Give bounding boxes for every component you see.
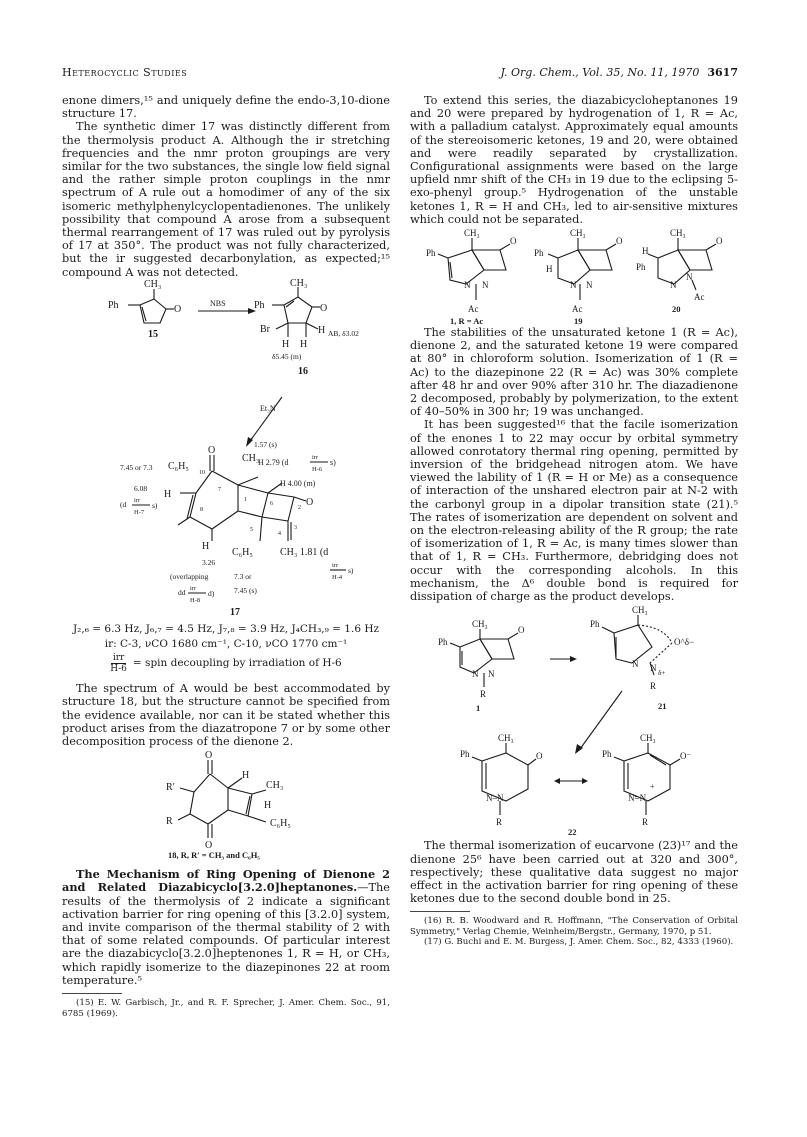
ir-data: ir: C-3, νCO 1680 cm⁻¹, C-10, νCO 1770 cm⁻¹	[104, 638, 348, 651]
paragraph: The synthetic dimer 17 was distinctly different from the thermolysis product A. Although the ir stretching frequencies and the nmr proton groupings are very similar for the two substances, the single low field signal and the rather simple proton couplings in the nmr spectrum of A rule out a homodimer of any of the six isomeric methylphenylcyclopentadienones. The unlikely possibility that compound A arose from a subsequent thermal rearrangement of 17 was ruled out by pyrolysis of 17 at 350°. The product was not fully characterized, but the ir suggested decarbonylation, as expected;¹⁵ compound A was not detected.	[62, 120, 390, 279]
scheme-19-20	[410, 226, 738, 326]
ch3-label: CH₃	[498, 733, 514, 744]
c6h5-label: C₆H₅	[168, 460, 189, 472]
d-close: d)	[208, 588, 215, 598]
footnote-rule	[62, 993, 122, 994]
irr-label: irr	[312, 453, 319, 461]
n-label: N	[488, 669, 495, 680]
atom-number-5: 5	[250, 526, 253, 533]
c6h5-label: C₆H₅	[270, 818, 291, 830]
scheme-18-svg	[62, 748, 390, 860]
scheme-19-20-svg	[410, 226, 738, 326]
ac-label: Ac	[468, 304, 479, 315]
ph-label: Ph	[636, 262, 646, 273]
page-number: 3617	[707, 66, 738, 79]
atom-number-6: 6	[270, 500, 273, 507]
compound-label-16: 16	[298, 365, 308, 377]
o-label: O	[208, 444, 216, 456]
h-label: H	[242, 770, 250, 782]
ch3-label: CH₃	[632, 605, 648, 616]
scheme-dimer-17	[62, 279, 390, 621]
journal-citation: J. Org. Chem., Vol. 35, No. 11, 1970 3617	[500, 66, 738, 79]
h-label: H	[202, 540, 210, 552]
structure-20	[636, 228, 723, 314]
label-21: 21	[658, 701, 667, 712]
overlapping: (overlapping	[170, 571, 209, 581]
footnote-rule	[410, 911, 470, 912]
irr-label: irr	[190, 584, 197, 592]
o-label: O	[205, 840, 213, 852]
h-label: H	[282, 338, 290, 350]
h8-label: H-8	[190, 596, 201, 604]
section-title: The Mechanism of Ring Opening of Dienone 2 and Related Diazabicyclo[3.2.0]heptanones.	[62, 867, 390, 895]
ch3-label: CH₃	[570, 228, 586, 239]
ph-label: Ph	[460, 749, 470, 760]
shift-745a: 7.45 or 7.3	[120, 462, 153, 472]
irr-label: irr	[332, 561, 339, 569]
compound-label-15: 15	[148, 328, 158, 340]
rprime-label: R′	[166, 782, 175, 794]
ph-label: Ph	[590, 619, 600, 630]
left-column	[62, 94, 390, 1019]
scheme-21-22	[410, 603, 738, 835]
n-label: N	[650, 663, 657, 674]
reagent-et3n: Et₃N	[260, 403, 276, 413]
h6-label: H-6	[312, 465, 323, 473]
arrow-s: s)	[330, 457, 336, 467]
atom-number-1: 1	[244, 496, 247, 503]
o-label: O	[518, 625, 525, 636]
n-label: N	[570, 280, 577, 291]
o-label: O	[616, 236, 623, 247]
scheme-svg	[62, 279, 390, 621]
ph-label: Ph	[426, 248, 436, 259]
ch3-label: CH₃	[640, 733, 656, 744]
structure-1	[426, 228, 517, 326]
n-label: N	[472, 669, 479, 680]
o-label: O	[536, 751, 543, 762]
irr-text: = spin decoupling by irradiation of H-6	[132, 657, 342, 670]
paragraph: The stabilities of the unsaturated ketone 1 (R = Ac), dienone 2, and the saturated ketone 19 were compared at 80° in chloroform solution. Isomerization of 1 (R = Ac) to the diazepinone 22 (R = Ac) was 30% complete after 48 hr and over 90% after 310 hr. The diazadienone 2 decomposed, probably by polymerization, to the extent of 40–50% in 300 hr; 19 was unchanged.	[410, 326, 738, 419]
shift-608: 6.08	[134, 483, 148, 493]
caption-18: 18, R, R′ = CH₃ and C₆H₅	[168, 850, 260, 861]
shift-73: 7.3 or	[234, 571, 252, 581]
footnote-15: (15) E. W. Garbisch, Jr., and R. F. Sprecher, J. Amer. Chem. Soc., 91, 6785 (1969).	[62, 998, 390, 1019]
paragraph-mechanism: The Mechanism of Ring Opening of Dienone 2 and Related Diazabicyclo[3.2.0]heptanones.—The results of the thermolysis of 2 indicate a significant activation barrier for ring opening of this [3.2.0] system, and invite comparison of the thermal stability of 2 with that of some related compounds. Of particular interest are the diazabicyclo[3.2.0]heptenones 1, R = H, or CH₃, which rapidly isomerize to the diazepinones 22 at room temperature.⁵	[62, 867, 390, 987]
scheme-21-22-svg	[410, 603, 738, 835]
irr-top: irr	[112, 653, 125, 664]
ac-label: Ac	[694, 292, 705, 303]
shift-400: H 4.00 (m)	[280, 478, 316, 488]
ph-label: Ph	[438, 637, 448, 648]
paragraph: To extend this series, the diazabicycloheptanones 19 and 20 were prepared by hydrogenation of 1, R = Ac, with a palladium catalyst. Approximately equal amounts of the stereoisomeric ketones, 19 and 20, were obtained and were readily separated by crystallization. Configurational assignments were based on the large upfield nmr shift of the CH₃ in 19 due to the eclipsing 5-exo-phenyl group.⁵ Hydrogenation of the unstable ketones 1, R = H and CH₃, led to air-sensitive mixtures which could not be separated.	[410, 94, 738, 226]
paragraph: The spectrum of A would be best accommodated by structure 18, but the structure cannot be specified from the evidence available, nor can it be stated whether this product arises from the diazatropone 7 or by some other decomposition process of the dienone 2.	[62, 682, 390, 749]
scheme-18	[62, 748, 390, 860]
o-label: O	[205, 750, 213, 762]
shift-157: 1.57 (s)	[254, 439, 277, 449]
atom-number-10: 10	[199, 469, 205, 476]
reagent-nbs: NBS	[210, 298, 226, 308]
h-label: H	[642, 246, 649, 257]
shift-279: H 2.79 (d	[258, 457, 289, 467]
paragraph: The thermal isomerization of eucarvone (23)¹⁷ and the dienone 25⁶ have been carried out at 320 and 300°, respectively; these qualitative data suggest no major effect in the activation barrier for ring opening of these ketones due to the second double bond in 25.	[410, 839, 738, 906]
label-1: 1	[476, 703, 481, 714]
c6h5-label-b: C₆H₅	[232, 546, 253, 558]
structure-17	[120, 440, 354, 618]
structure-15	[108, 279, 181, 340]
dd-label: dd	[178, 587, 186, 597]
compound-label-17: 17	[230, 606, 240, 618]
n-label: N	[632, 659, 639, 670]
n-label: N	[464, 280, 471, 291]
shift-545: δ5.45 (m)	[272, 351, 302, 361]
o-label: O	[174, 303, 182, 315]
label-19: 19	[574, 316, 583, 327]
o-minus-label: O⁻	[680, 751, 692, 762]
o-label: O	[320, 302, 328, 314]
irr-label: irr	[134, 496, 141, 504]
delta-plus: δ+	[658, 669, 666, 678]
ch3-label-b: CH₃ 1.81 (d	[280, 546, 329, 558]
shift-745b: 7.45 (s)	[234, 585, 257, 595]
structure-19	[534, 228, 623, 326]
coupling-constants: J₂,₆ = 6.3 Hz, J₆,₇ = 4.5 Hz, J₇,₈ = 3.9 Hz, J₄CH₃,₉ = 1.6 Hz	[72, 622, 380, 635]
r-label: R	[480, 689, 487, 700]
paragraph: It has been suggested¹⁶ that the facile isomerization of the enones 1 to 22 may occur by orbital symmetry allowed conrotatory thermal ring opening, permitted by inversion of the bridgehead nitrogen atom. We have viewed the lability of 1 (R = H or Me) as a consequence of interaction of the unshared electron pair at N-2 with the carbonyl group in a dipolar transition state (21).⁵ The rates of isomerization are dependent on solvent and on the electron-releasing ability of the R group; the rate of isomerization of 1, R = Ac, is many times slower than that of 1, R = CH₃. Furthermore, debridging does not occur with the corresponding alcohols. In this mechanism, the Δ⁶ double bond is required for dissipation of charge as the product develops.	[410, 418, 738, 604]
structure-1-mech	[438, 619, 525, 713]
n-label: N	[686, 272, 693, 283]
ch3-label: CH₃	[144, 278, 162, 290]
atom-number-8: 8	[200, 506, 203, 513]
running-title: Heterocyclic Studies	[62, 66, 188, 79]
shift-326: 3.26	[202, 557, 216, 567]
h-label: H	[164, 488, 172, 500]
paragraph: enone dimers,¹⁵ and uniquely define the endo-3,10-dione structure 17.	[62, 94, 390, 121]
footnote-16: (16) R. B. Woodward and R. Hoffmann, "The Conservation of Orbital Symmetry," Verlag Chemie, Weinheim/Bergstr., Germany, 1970, p 51.	[410, 916, 738, 937]
d-irr: (d	[120, 499, 127, 509]
br-label: Br	[260, 323, 270, 335]
r-label: R	[496, 817, 503, 828]
o-label: O	[510, 236, 517, 247]
r-label: R	[650, 681, 657, 692]
o-label: O	[716, 236, 723, 247]
n-label: N	[670, 280, 677, 291]
ch3-label: CH₃	[670, 228, 686, 239]
o-label: O	[306, 496, 314, 508]
structure-18	[166, 750, 291, 860]
arrow-s: s)	[152, 500, 158, 510]
ph-label: Ph	[254, 299, 265, 311]
nneq-label: N=N	[628, 793, 647, 804]
ch3-label: CH₃	[242, 452, 260, 464]
structure-22-b	[602, 733, 691, 827]
atom-number-4: 4	[278, 530, 281, 537]
footnote-17: (17) G. Buchi and E. M. Burgess, J. Amer. Chem. Soc., 82, 4333 (1960).	[424, 937, 734, 948]
atom-number-3: 3	[294, 524, 297, 531]
irr-bottom: H-6	[110, 664, 127, 675]
atom-number-7: 7	[218, 486, 221, 493]
ac-label: Ac	[572, 304, 583, 315]
h-label: H	[300, 338, 308, 350]
h4-label: H-4	[332, 573, 343, 581]
ch3-label: CH₃	[472, 619, 488, 630]
h-label: H	[264, 800, 272, 812]
h-label: H	[318, 324, 326, 336]
arrow-s: s)	[348, 565, 354, 575]
ab-shift: AB, δ3.02	[328, 328, 359, 338]
n-label: N	[586, 280, 593, 291]
ph-label: Ph	[602, 749, 612, 760]
page-header	[62, 66, 738, 84]
odelta-label: O^δ−	[674, 637, 695, 648]
label-20: 20	[672, 304, 681, 315]
structure-16	[254, 279, 359, 377]
right-column	[410, 94, 738, 948]
ch3-label: CH₃	[464, 228, 480, 239]
r-label: R	[166, 816, 173, 828]
irr-legend	[62, 653, 390, 674]
ph-label: Ph	[108, 299, 119, 311]
label-22: 22	[568, 827, 577, 836]
plus-label: +	[650, 782, 655, 792]
h-label: H	[546, 264, 553, 275]
structure-22-a	[460, 733, 543, 827]
h7-label: H-7	[134, 508, 145, 516]
ch3-label: CH₃	[290, 278, 308, 289]
atom-number-2: 2	[298, 504, 301, 511]
structure-21	[590, 605, 694, 711]
r-label: R	[642, 817, 649, 828]
nn-label: N–N	[486, 793, 504, 804]
ch3-label: CH₃	[266, 780, 284, 792]
label-1-ac: 1, R = Ac	[450, 316, 484, 327]
n-label: N	[482, 280, 489, 291]
ph-label: Ph	[534, 248, 544, 259]
